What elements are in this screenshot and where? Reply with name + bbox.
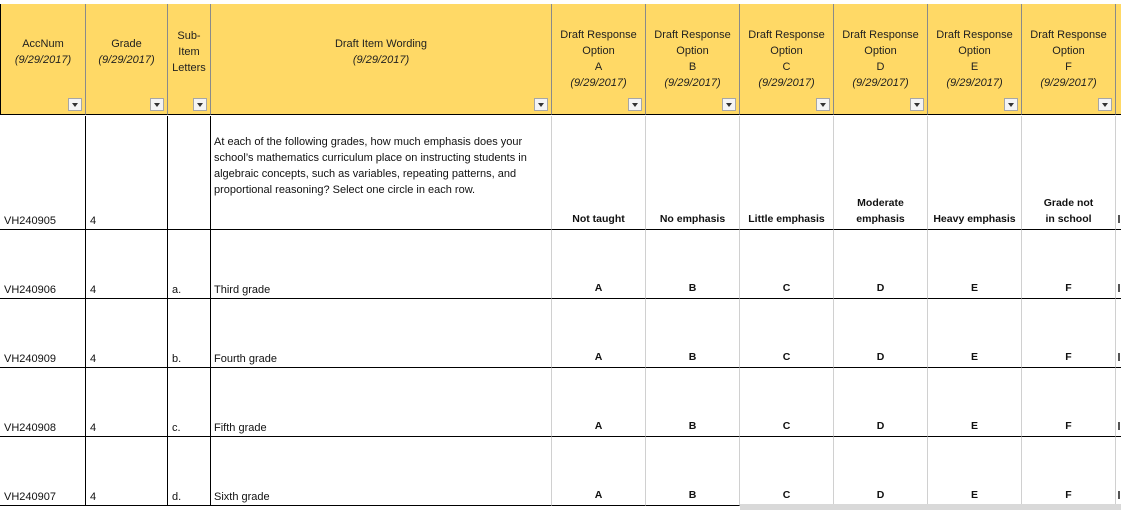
table-row: [0, 230, 1121, 299]
header-option-date: (9/29/2017): [852, 77, 909, 89]
header-subitem[interactable]: [168, 4, 211, 115]
option-letter: B: [688, 351, 697, 363]
header-option-f[interactable]: [1022, 4, 1116, 115]
overflow-mark: [1118, 422, 1120, 430]
cell-option-f[interactable]: [1022, 437, 1116, 506]
header-option-letter: E: [970, 61, 979, 73]
cell-option-a[interactable]: [552, 230, 646, 299]
option-letter: F: [1065, 351, 1072, 363]
header-option-label: Draft Response: [936, 29, 1013, 41]
cell-option-a[interactable]: [552, 437, 646, 506]
header-subitem-line3: Letters: [172, 62, 206, 74]
cell-option-e[interactable]: [928, 299, 1022, 368]
item-stem-text: At each of the following grades, how much emphasis does your school’s mathematics curriculum place on instructing students in algebraic concepts, such as variables, repeating patterns, and proportional reasoning? Select one circle in each row.: [214, 136, 527, 196]
header-option-b[interactable]: [646, 4, 740, 115]
header-option-letter: D: [876, 61, 885, 73]
option-letter: E: [970, 420, 978, 432]
header-accnum[interactable]: [0, 4, 86, 115]
option-letter: E: [970, 351, 978, 363]
header-option-letter: A: [594, 61, 603, 73]
option-letter: C: [782, 351, 791, 363]
option-label: Heavy emphasis: [933, 213, 1016, 225]
header-accnum-date: (9/29/2017): [14, 54, 72, 66]
header-option-label: Option: [676, 45, 709, 57]
cell-option-b[interactable]: [646, 299, 740, 368]
grade-value: 4: [90, 284, 97, 296]
cell-option-e[interactable]: [928, 116, 1022, 230]
accnum-value: VH240909: [4, 353, 56, 365]
cell-grade[interactable]: [86, 368, 168, 437]
cell-grade[interactable]: [86, 230, 168, 299]
cell-overflow: [1116, 299, 1121, 368]
cell-option-c[interactable]: [740, 299, 834, 368]
option-label: No emphasis: [659, 213, 726, 225]
header-option-letter: F: [1065, 61, 1072, 73]
header-option-label: Option: [582, 45, 615, 57]
option-letter: D: [876, 351, 885, 363]
filter-dropdown-icon[interactable]: [150, 98, 164, 111]
option-letter: A: [594, 420, 603, 432]
grade-value: 4: [90, 422, 97, 434]
option-letter: B: [688, 420, 697, 432]
grade-value: 4: [90, 491, 97, 503]
option-letter: A: [594, 282, 603, 294]
cell-accnum[interactable]: [0, 437, 86, 506]
cell-subitem[interactable]: [168, 299, 211, 368]
header-option-label: Draft Response: [560, 29, 637, 41]
filter-dropdown-icon[interactable]: [722, 98, 736, 111]
cell-option-d[interactable]: [834, 230, 928, 299]
cell-option-f[interactable]: [1022, 230, 1116, 299]
cell-option-b[interactable]: [646, 230, 740, 299]
subitem-value: b.: [172, 353, 182, 365]
header-option-label: Draft Response: [748, 29, 825, 41]
header-option-date: (9/29/2017): [946, 77, 1003, 89]
cell-option-c[interactable]: [740, 230, 834, 299]
wording-value: Fifth grade: [214, 422, 267, 434]
option-letter: F: [1065, 282, 1072, 294]
cell-option-d[interactable]: [834, 437, 928, 506]
filter-dropdown-icon[interactable]: [534, 98, 548, 111]
header-option-label: Draft Response: [1030, 29, 1107, 41]
cell-option-b[interactable]: [646, 437, 740, 506]
cell-wording[interactable]: [211, 299, 552, 368]
cell-option-d[interactable]: [834, 368, 928, 437]
cell-overflow: [1116, 368, 1121, 437]
overflow-mark: [1118, 353, 1120, 361]
subitem-value: c.: [172, 422, 181, 434]
overflow-mark: [1118, 491, 1120, 499]
header-wording-date: (9/29/2017): [352, 54, 410, 66]
cell-option-e[interactable]: [928, 368, 1022, 437]
cell-option-d[interactable]: [834, 299, 928, 368]
option-letter: E: [970, 282, 978, 294]
header-option-letter: B: [688, 61, 697, 73]
option-letter: D: [876, 489, 885, 501]
header-option-label: Option: [1052, 45, 1085, 57]
subitem-value: a.: [172, 284, 182, 296]
option-letter: F: [1065, 489, 1072, 501]
table-row: [0, 437, 1121, 506]
cell-accnum[interactable]: [0, 368, 86, 437]
header-option-a[interactable]: [552, 4, 646, 115]
cell-option-a[interactable]: [552, 116, 646, 230]
header-option-date: (9/29/2017): [664, 77, 721, 89]
cell-option-a[interactable]: [552, 368, 646, 437]
option-label: Grade not in school: [1043, 197, 1094, 225]
header-option-d[interactable]: [834, 4, 928, 115]
cell-option-f[interactable]: [1022, 299, 1116, 368]
cell-option-f[interactable]: [1022, 116, 1116, 230]
header-option-label: Option: [770, 45, 803, 57]
overflow-mark: [1118, 284, 1120, 292]
header-option-label: Draft Response: [654, 29, 731, 41]
grade-value: 4: [90, 215, 97, 227]
cell-wording[interactable]: [211, 437, 552, 506]
option-letter: C: [782, 420, 791, 432]
cell-option-d[interactable]: [834, 116, 928, 230]
table-row: [0, 299, 1121, 368]
cell-overflow: [1116, 437, 1121, 506]
accnum-value: VH240907: [4, 491, 56, 503]
cell-subitem[interactable]: [168, 230, 211, 299]
header-option-c[interactable]: [740, 4, 834, 115]
option-letter: B: [688, 489, 697, 501]
header-subitem-line1: Sub-: [177, 30, 201, 42]
header-grade-date: (9/29/2017): [98, 54, 155, 66]
filter-dropdown-icon[interactable]: [1004, 98, 1018, 111]
header-option-label: Option: [958, 45, 991, 57]
cell-grade[interactable]: [86, 437, 168, 506]
cell-wording[interactable]: [211, 368, 552, 437]
cell-option-a[interactable]: [552, 299, 646, 368]
wording-value: Fourth grade: [214, 353, 277, 365]
option-label: Little emphasis: [748, 213, 825, 225]
subitem-value: d.: [172, 491, 182, 503]
header-option-date: (9/29/2017): [570, 77, 627, 89]
filter-dropdown-icon[interactable]: [628, 98, 642, 111]
cell-subitem[interactable]: [168, 116, 211, 230]
cell-overflow: [1116, 116, 1121, 230]
filter-dropdown-icon[interactable]: [816, 98, 830, 111]
cell-option-b[interactable]: [646, 116, 740, 230]
filter-dropdown-icon[interactable]: [193, 98, 207, 111]
cell-option-c[interactable]: [740, 437, 834, 506]
header-wording-label: Draft Item Wording: [334, 38, 428, 50]
shaded-cells: [740, 504, 1121, 510]
option-letter: F: [1065, 420, 1072, 432]
cell-overflow: [1116, 230, 1121, 299]
filter-dropdown-icon[interactable]: [1098, 98, 1112, 111]
option-letter: A: [594, 489, 603, 501]
cell-accnum[interactable]: [0, 230, 86, 299]
overflow-mark: [1118, 215, 1120, 223]
option-letter: D: [876, 282, 885, 294]
table-row: [0, 368, 1121, 437]
cell-accnum[interactable]: [0, 116, 86, 230]
header-option-label: Draft Response: [842, 29, 919, 41]
option-letter: A: [594, 351, 603, 363]
option-letter: C: [782, 489, 791, 501]
option-label: Moderate emphasis: [856, 197, 905, 225]
header-option-date: (9/29/2017): [758, 77, 815, 89]
cell-option-f[interactable]: [1022, 368, 1116, 437]
header-grade[interactable]: [86, 4, 168, 115]
option-letter: B: [688, 282, 697, 294]
cell-option-e[interactable]: [928, 230, 1022, 299]
header-option-letter: C: [782, 61, 791, 73]
grade-value: 4: [90, 353, 97, 365]
cell-subitem[interactable]: [168, 437, 211, 506]
header-subitem-line2: Item: [178, 46, 200, 58]
wording-value: Third grade: [214, 284, 271, 296]
cell-option-b[interactable]: [646, 368, 740, 437]
cell-grade[interactable]: [86, 116, 168, 230]
accnum-value: VH240908: [4, 422, 56, 434]
cell-accnum[interactable]: [0, 299, 86, 368]
cell-wording[interactable]: [211, 230, 552, 299]
table-row: [0, 116, 1121, 230]
option-label: Not taught: [572, 213, 625, 225]
wording-value: Sixth grade: [214, 491, 270, 503]
accnum-value: VH240906: [4, 284, 56, 296]
header-overflow-column: [1116, 4, 1121, 115]
option-letter: E: [970, 489, 978, 501]
cell-option-c[interactable]: [740, 116, 834, 230]
filter-dropdown-icon[interactable]: [68, 98, 82, 111]
cell-option-e[interactable]: [928, 437, 1022, 506]
header-option-label: Option: [864, 45, 897, 57]
filter-dropdown-icon[interactable]: [910, 98, 924, 111]
accnum-value: VH240905: [4, 215, 56, 227]
option-letter: D: [876, 420, 885, 432]
header-option-date: (9/29/2017): [1040, 77, 1097, 89]
header-wording[interactable]: [211, 4, 552, 115]
header-accnum-label: AccNum: [22, 38, 64, 50]
cell-option-c[interactable]: [740, 368, 834, 437]
header-option-e[interactable]: [928, 4, 1022, 115]
cell-subitem[interactable]: [168, 368, 211, 437]
cell-grade[interactable]: [86, 299, 168, 368]
header-grade-label: Grade: [111, 38, 142, 50]
option-letter: C: [782, 282, 791, 294]
